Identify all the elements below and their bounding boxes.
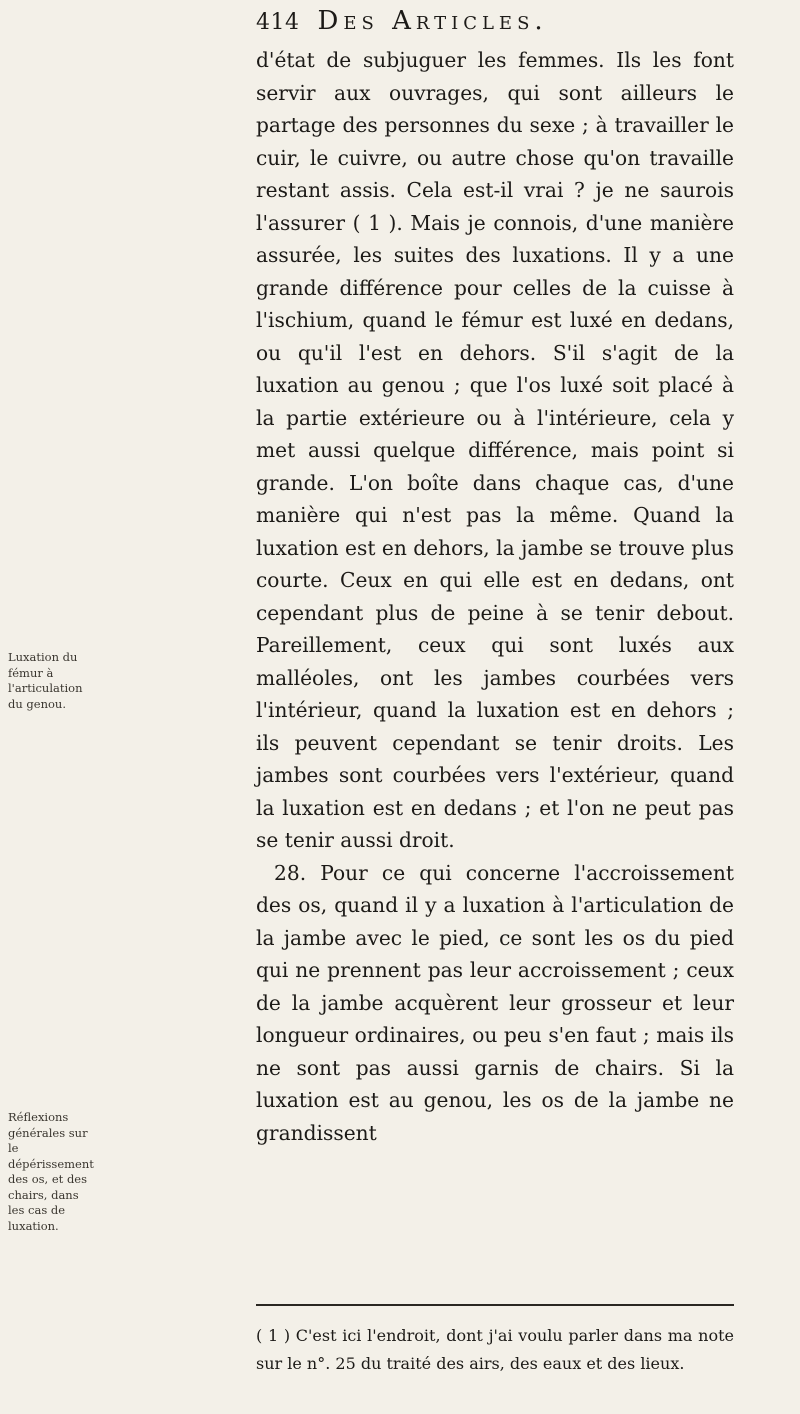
paragraph: 28. Pour ce qui concerne l'accroissement des os, quand il y a luxation à l'articulation de la jambe avec le pied, ce sont les os du pied qui ne prennent pas leur accroissement ; ceux de la jambe acquèrent leur grosseur et leur longueur ordinaires, ou peu s'en faut ; mais ils ne sont pas aussi garnis de chairs. Si la luxation est au genou, les os de la jambe ne grandissent [256, 860, 734, 1145]
page-header [256, 6, 726, 44]
footnote: ( 1 ) C'est ici l'endroit, dont j'ai voulu parler dans ma note sur le n°. 25 du traité des airs, des eaux et des lieux. [256, 1326, 734, 1373]
body-text [256, 44, 734, 1149]
footnote-rule [256, 1304, 734, 1306]
running-head: Des Articles. [317, 6, 548, 36]
page-number: 414 [256, 10, 300, 35]
paragraph: d'état de subjuguer les femmes. Ils les font servir aux ouvrages, qui sont ailleurs le partage des personnes du sexe ; à travailler le cuir, le cuivre, ou autre chose qu'on travaille restant assis. Cela est-il vrai ? je ne saurois l'assurer ( 1 ). Mais je connois, d'une manière assurée, les suites des luxations. Il y a une grande différence pour celles de la cuisse à l'ischium, quand le fémur est luxé en dedans, ou qu'il l'est en dehors. S'il s'agit de la luxation au genou ; que l'os luxé soit placé à la partie extérieure ou à l'intérieure, cela y met aussi quelque différence, mais point si grande. L'on boîte dans chaque cas, d'une manière qui n'est pas la même. Quand la luxation est en dehors, la jambe se trouve plus courte. Ceux en qui elle est en dedans, ont cependant plus de peine à se tenir debout. Pareillement, ceux qui sont luxés aux malléoles, ont les jambes courbées vers l'intérieur, quand la luxation est en dehors ; ils peuvent cependant se tenir droits. Les jambes sont courbées vers l'extérieur, quand la luxation est en dedans ; et l'on ne peut pas se tenir aussi droit. [256, 48, 734, 852]
margin-note-reflexions: Réflexions générales sur le dépérissement des os, et des chairs, dans les cas de luxation. [8, 1110, 94, 1233]
margin-note-luxation: Luxation du fémur à l'articulation du genou. [8, 650, 83, 711]
